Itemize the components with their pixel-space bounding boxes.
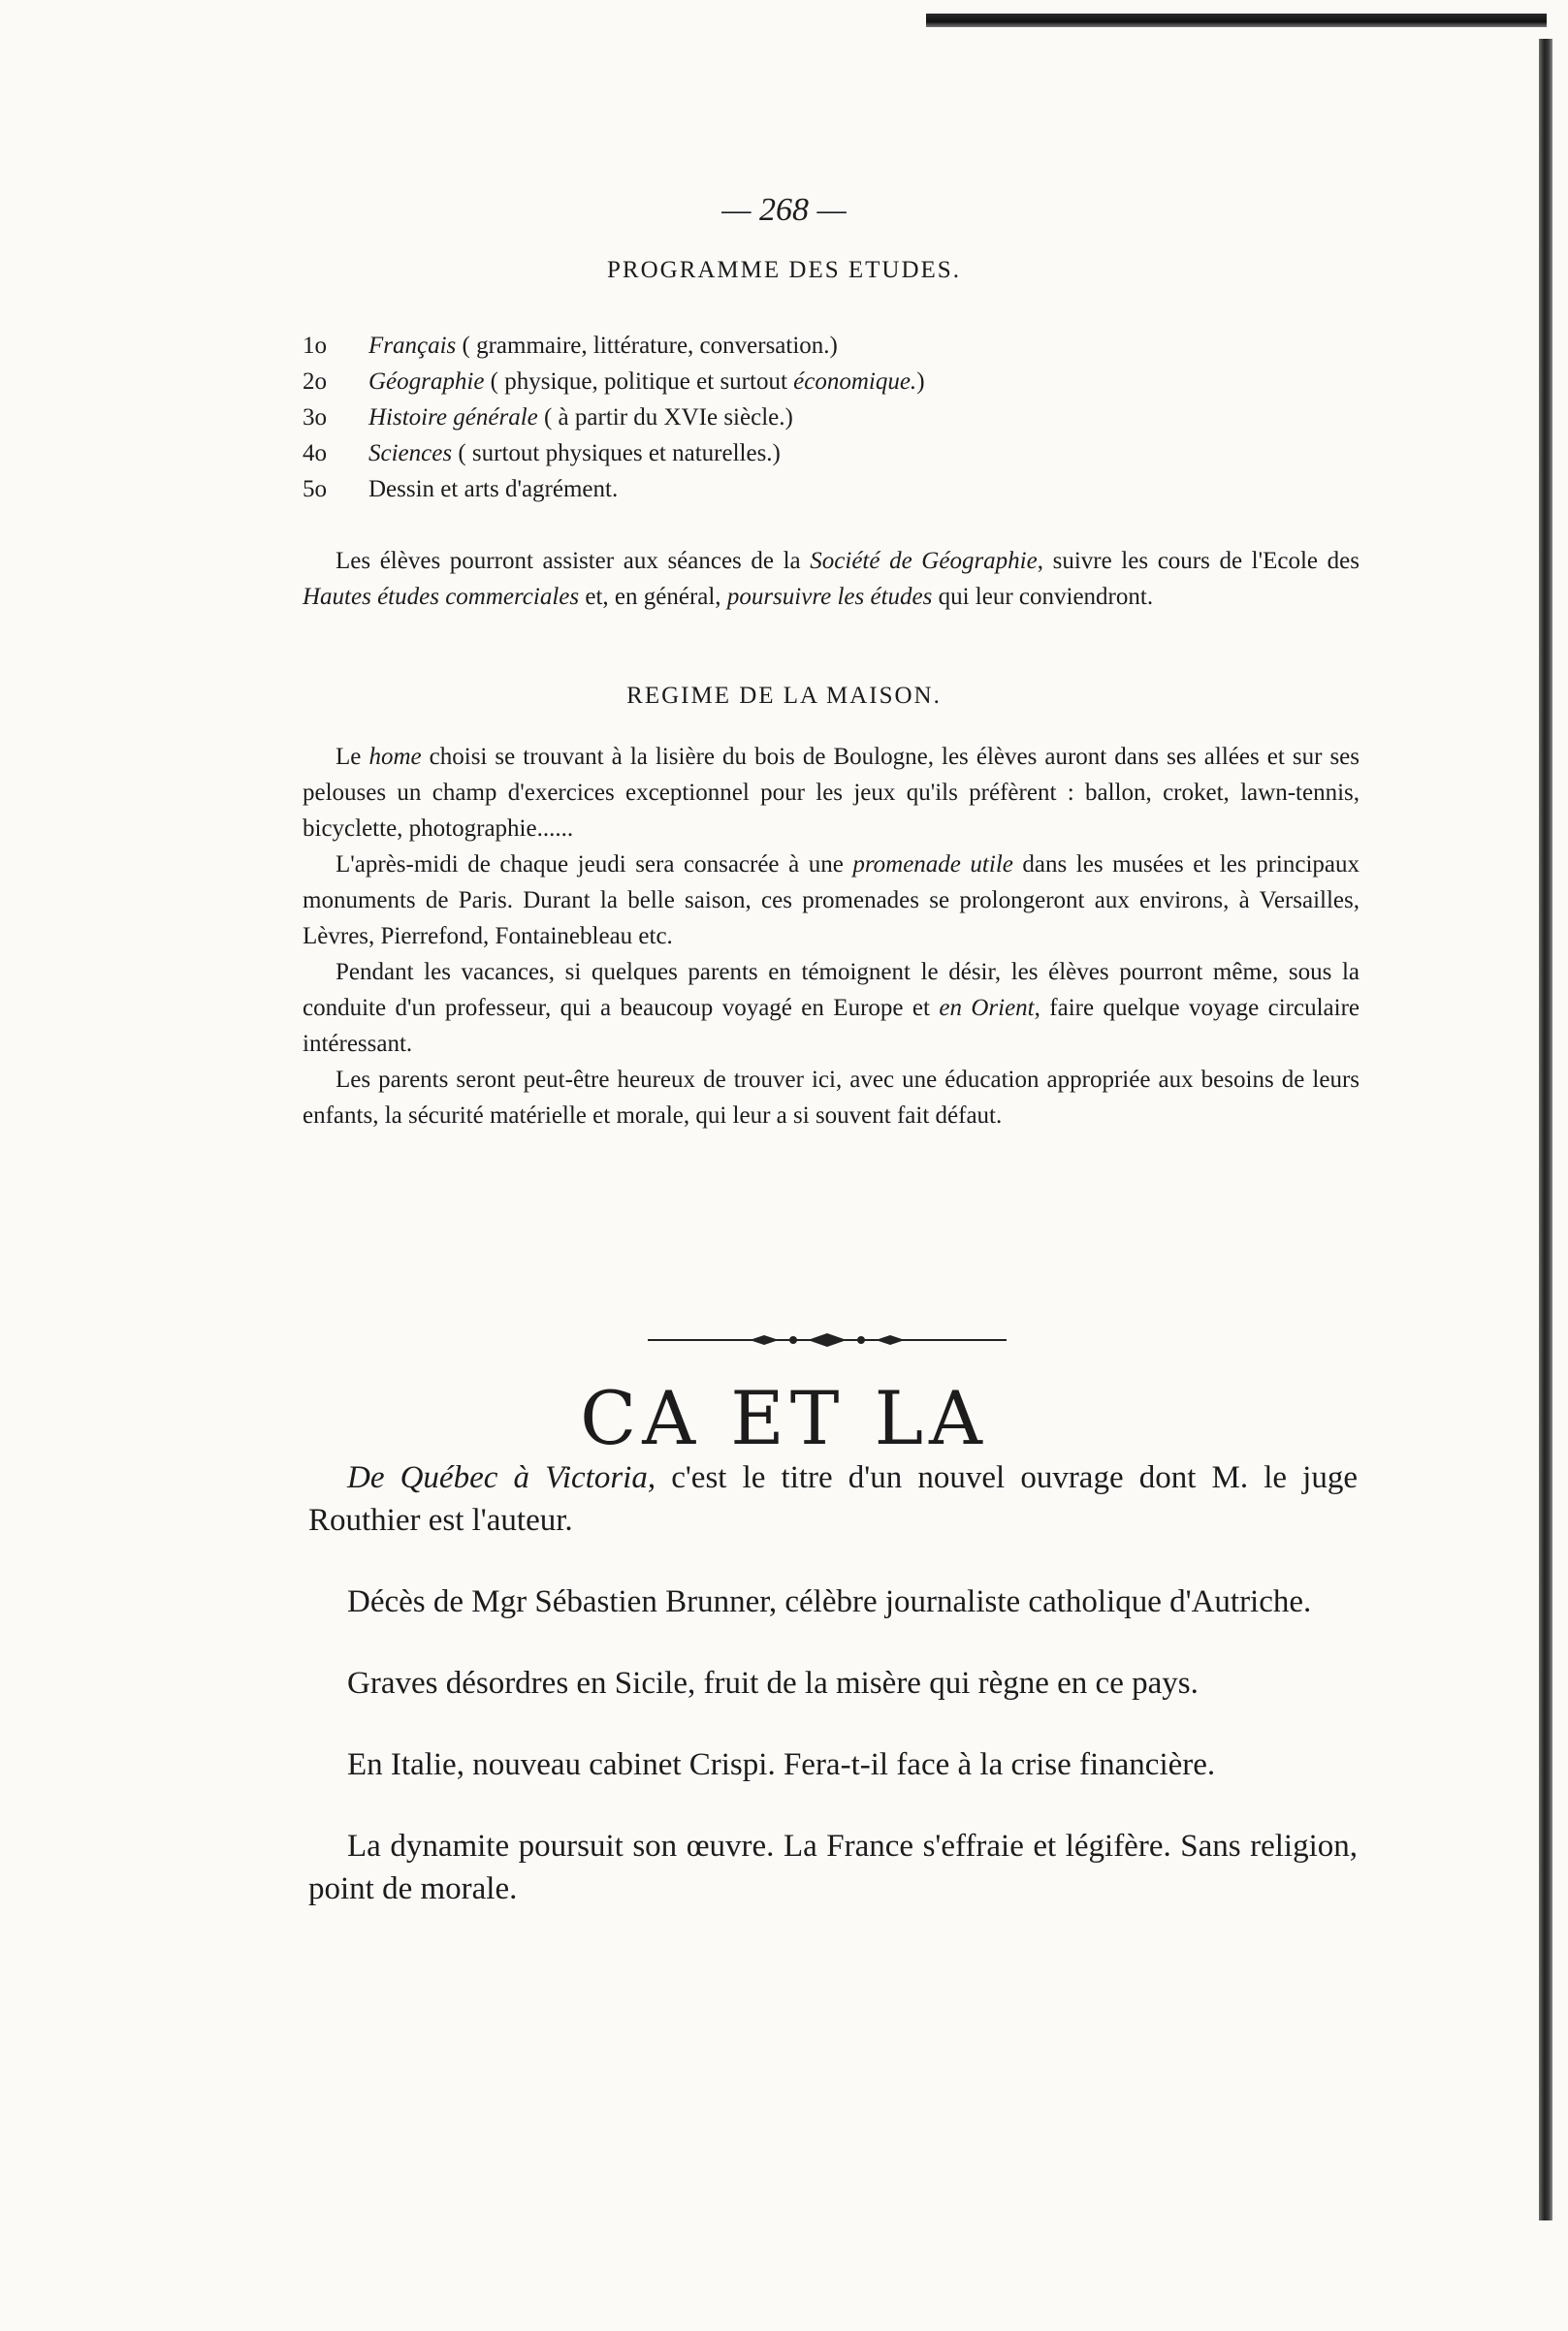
list-detail-emphasis: économique. [793, 368, 917, 395]
news-item: En Italie, nouveau cabinet Crispi. Fera-t-il face à la crise financière. [347, 1747, 1216, 1782]
text-run: L'après-midi de chaque jeudi sera consacrée à une [336, 851, 853, 878]
text-run: qui leur conviendront. [932, 584, 1154, 610]
text-emphasis: De Québec à Victoria, [347, 1460, 656, 1495]
news-item: Décès de Mgr Sébastien Brunner, célèbre journaliste catholique d'Autriche. [347, 1584, 1312, 1619]
list-detail-end: ) [916, 368, 925, 395]
list-subject: Histoire générale [368, 404, 538, 431]
text-run: Le [336, 744, 369, 770]
list-subject: Sciences [368, 440, 453, 466]
scan-edge-rule [926, 14, 1547, 27]
list-item [303, 435, 1360, 471]
text-run: Pendant les vacances, si quelques parents en témoignent le désir, les élèves pourront même, sous la conduite d'un professeur, qui a beaucoup voyagé en Europe et [303, 959, 1360, 1021]
news-item: La dynamite poursuit son œuvre. La France s'effraie et légifère. Sans religion, point de morale. [308, 1829, 1358, 1906]
program-heading: PROGRAMME DES ETUDES. [607, 257, 961, 283]
text-emphasis: Société de Géographie [810, 548, 1038, 574]
text-emphasis: poursuivre les études [726, 584, 933, 610]
news-item [308, 1456, 1358, 1542]
program-paragraph [303, 543, 1360, 615]
paragraph: Les parents seront peut-être heureux de trouver ici, avec une éducation appropriée aux besoins de leurs enfants, la sécurité matérielle et morale, qui leur a si souvent fait défaut. [303, 1067, 1360, 1129]
text-emphasis: promenade utile [852, 851, 1013, 878]
text-run: Les élèves pourront assister aux séances de la [336, 548, 811, 574]
ca-et-la-heading: CA ET LA [580, 1375, 988, 1461]
paragraph [303, 954, 1360, 1062]
list-number: 4o [303, 440, 327, 466]
list-item [303, 364, 1360, 399]
text-run: et, en général, [579, 584, 727, 610]
text-emphasis: en Orient [939, 995, 1035, 1021]
list-item [303, 399, 1360, 435]
paragraph [303, 543, 1360, 615]
list-number: 2o [303, 368, 327, 395]
program-list [303, 328, 1360, 507]
list-detail: ( à partir du XVIe siècle.) [537, 404, 793, 431]
ornamental-divider [648, 1330, 1007, 1350]
paragraph [303, 846, 1360, 954]
list-subject: Français [368, 333, 457, 359]
text-run: dans les musées et les principaux monuments de Paris. Durant la belle saison, ces promenades se prolongeront aux environs, à Versailles, Lèvres, Pierrefond, Fontainebleau etc. [303, 851, 1360, 949]
text-emphasis: home [368, 744, 422, 770]
list-detail: ( surtout physiques et naturelles.) [452, 440, 781, 466]
text-run: , faire quelque voyage circulaire intéressant. [303, 995, 1360, 1057]
paragraph [303, 739, 1360, 846]
text-run: c'est le titre d'un nouvel ouvrage dont M. le juge Routhier est l'auteur. [308, 1460, 1358, 1538]
list-item [303, 471, 1360, 507]
list-number: 1o [303, 333, 327, 359]
regime-text [303, 739, 1360, 1134]
list-item [303, 328, 1360, 364]
list-detail: ( physique, politique et surtout [484, 368, 794, 395]
list-subject: Géographie [368, 368, 485, 395]
scan-edge-bar [1539, 39, 1552, 2220]
list-number: 5o [303, 476, 327, 502]
text-run: choisi se trouvant à la lisière du bois de Boulogne, les élèves auront dans ses allées et sur ses pelouses un champ d'exercices exceptionnel pour les jeux qu'ils préfèrent : ballon, croket, lawn-tennis, bicyclette, photographie...... [303, 744, 1360, 842]
page-number: — 268 — [721, 192, 847, 228]
news-items [308, 1456, 1358, 1910]
text-emphasis: Hautes études commerciales [303, 584, 580, 610]
text-run: , suivre les cours de l'Ecole des [1037, 548, 1360, 574]
regime-heading: REGIME DE LA MAISON. [626, 683, 942, 709]
list-detail: Dessin et arts d'agrément. [368, 476, 619, 502]
news-item: Graves désordres en Sicile, fruit de la misère qui règne en ce pays. [347, 1666, 1199, 1701]
list-number: 3o [303, 404, 327, 431]
list-detail: ( grammaire, littérature, conversation.) [456, 333, 838, 359]
